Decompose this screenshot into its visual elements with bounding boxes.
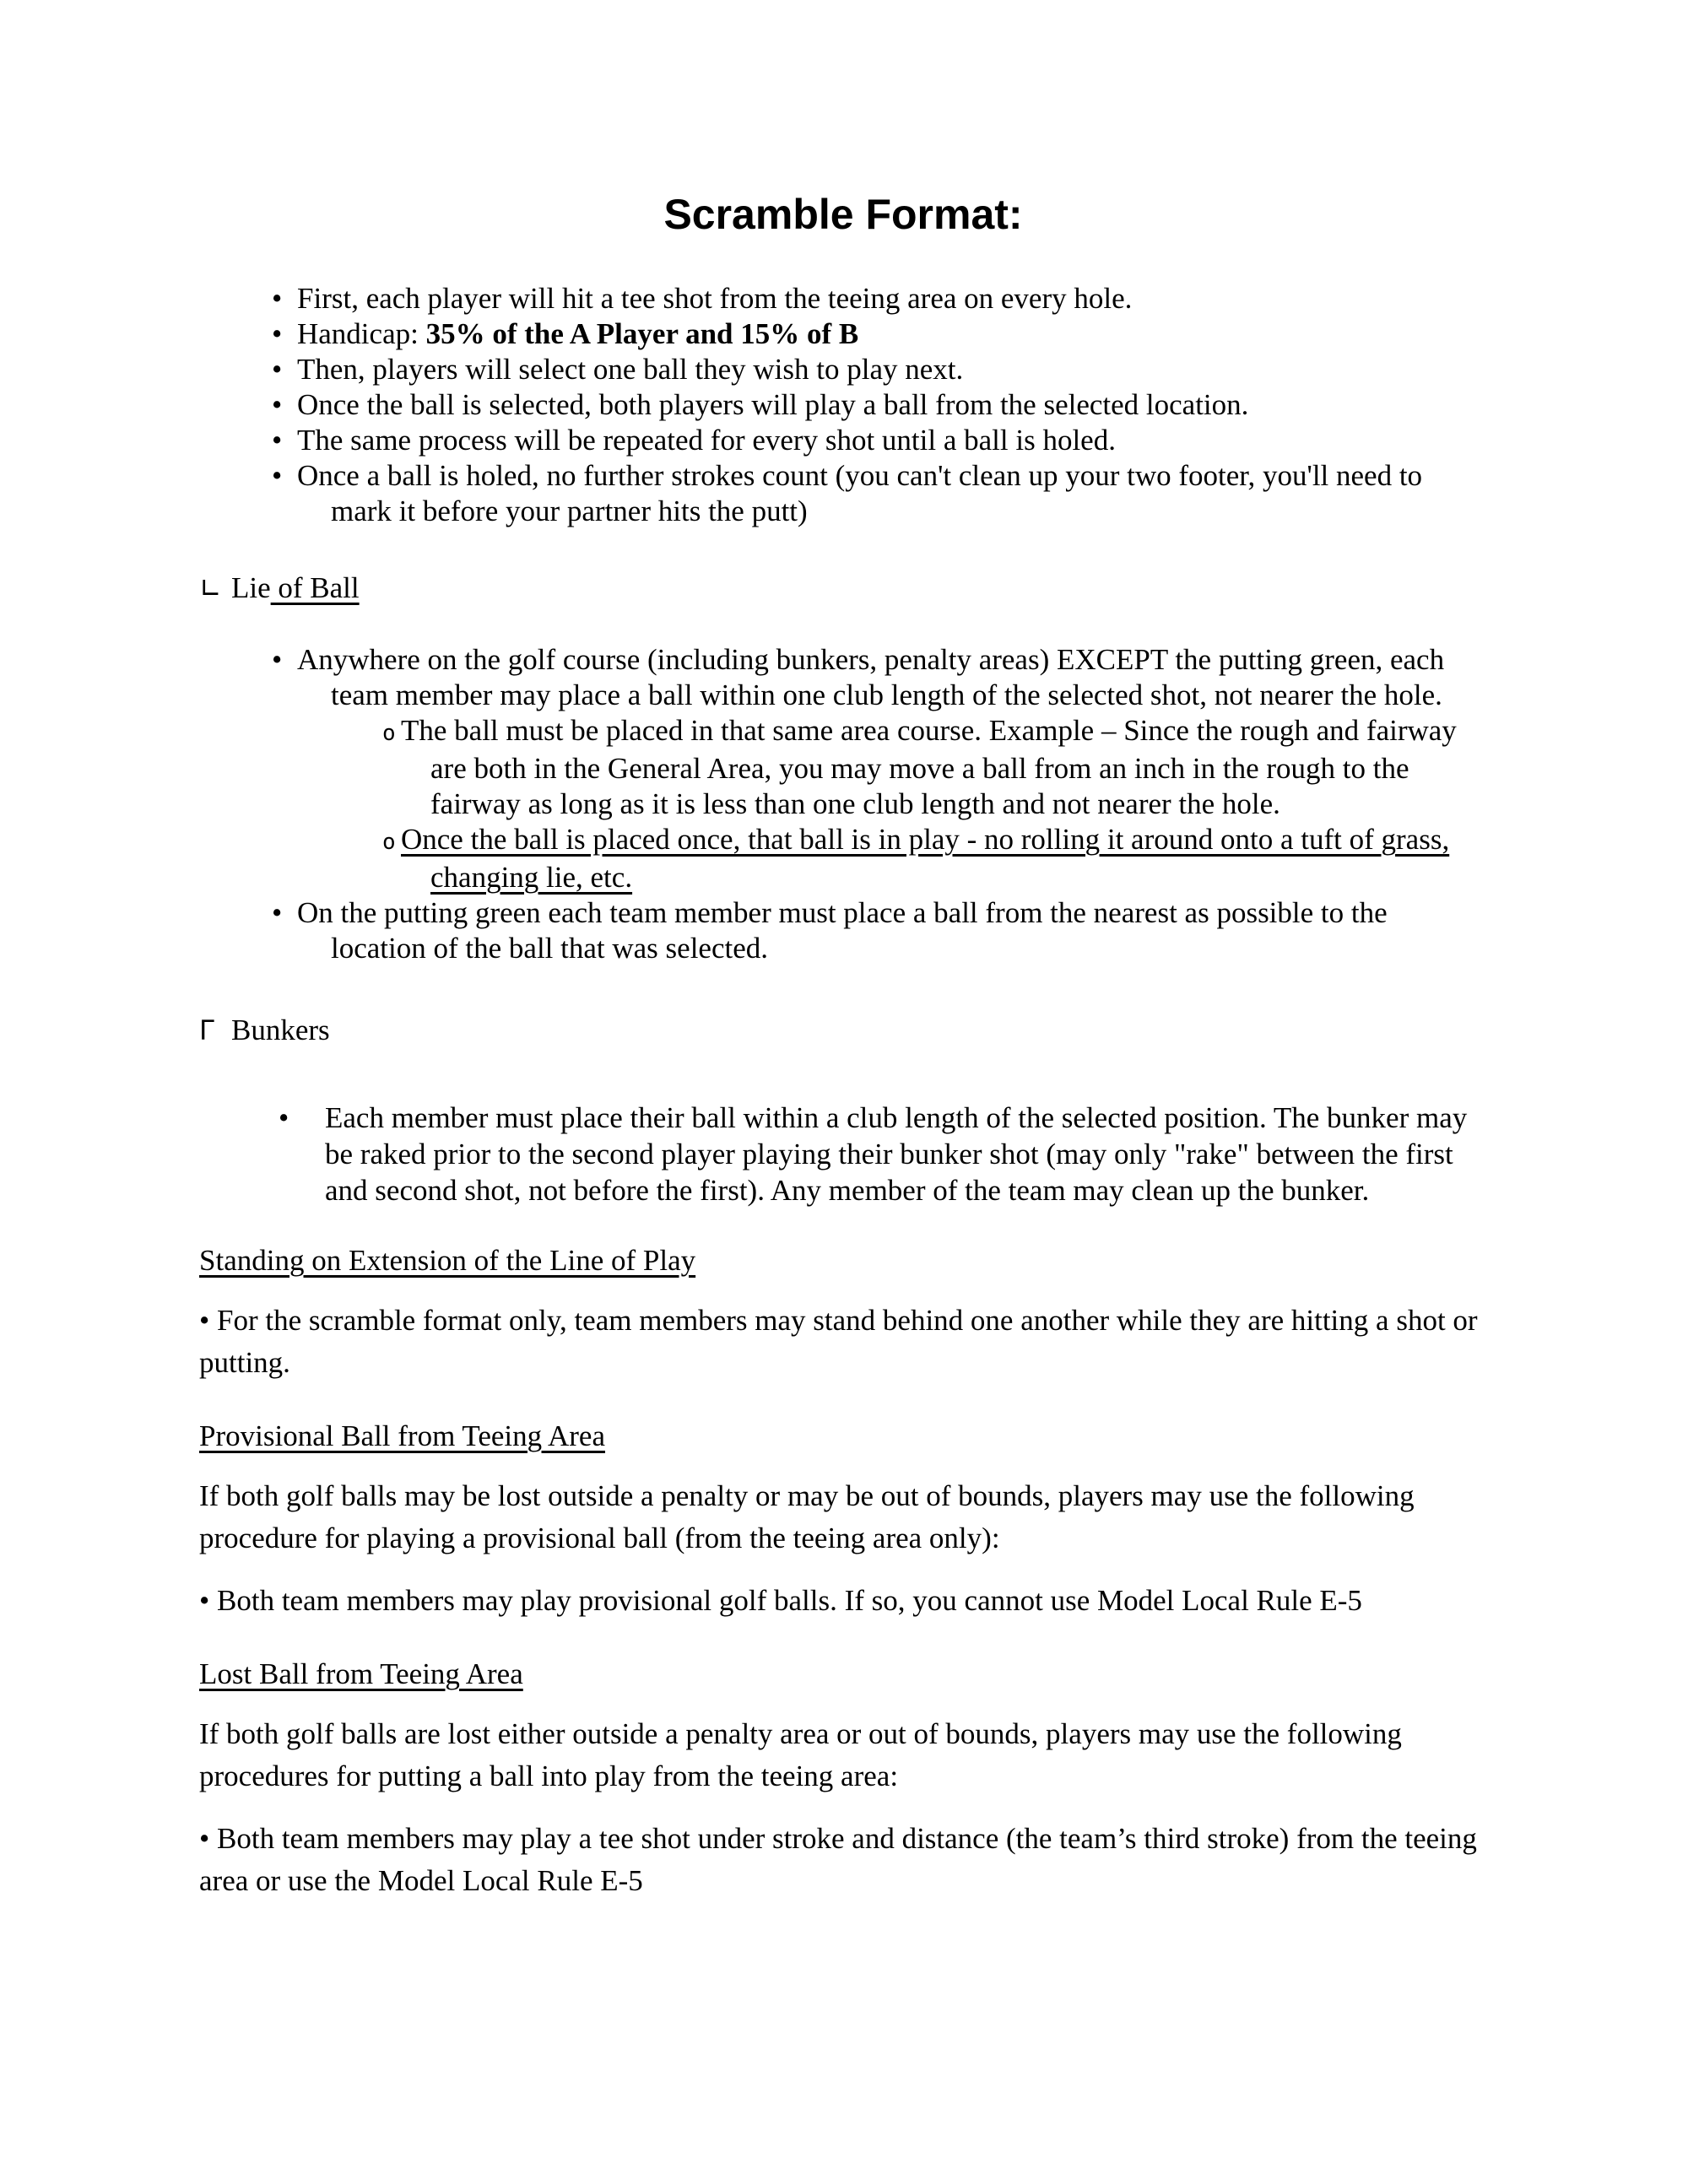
lie-of-ball-bullet-list xyxy=(199,642,1487,966)
list-item xyxy=(199,642,1487,713)
list-item-text: Once the ball is selected, both players will play a ball from the selected location. xyxy=(297,388,1249,421)
circle-bullet-icon: o xyxy=(382,830,396,855)
page-title: Scramble Format: xyxy=(663,191,1023,238)
handicap-bold-text: 35% of the A Player and 15% of B xyxy=(425,317,859,350)
heading-text: Bunkers xyxy=(231,1014,330,1046)
intro-bullet-list xyxy=(199,281,1487,529)
list-item xyxy=(199,281,1487,316)
list-item xyxy=(199,1100,1487,1208)
sub-list-item xyxy=(199,822,1487,895)
section-heading-standing xyxy=(199,1242,1487,1279)
lost-ball-paragraph: If both golf balls are lost either outside a penalty area or out of bounds, players may use the following procedures for putting a ball into play from the teeing area: xyxy=(199,1717,1402,1792)
heading-text-underlined: Lost Ball from Teeing Area xyxy=(199,1657,523,1690)
standing-bullet-paragraph: • For the scramble format only, team members may stand behind one another while they are hitting a shot or putting. xyxy=(199,1304,1478,1379)
list-item-text: Handicap: xyxy=(297,317,426,350)
bunkers-bullet-list xyxy=(199,1100,1487,1208)
list-item xyxy=(199,387,1487,423)
list-item-text: Once a ball is holed, no further strokes count (you can't clean up your two footer, you'll need to mark it before your partner hits the putt) xyxy=(297,459,1423,527)
corner-top-left-icon: Γ xyxy=(199,1014,214,1046)
heading-text-underlined: Provisional Ball from Teeing Area xyxy=(199,1419,605,1452)
list-item-text: Each member must place their ball within a club length of the selected position. The bunker may be raked prior to the second player playing their bunker shot (may only "rake" between the first and second shot, not before the first). Any member of the team may clean up the bunker. xyxy=(325,1101,1468,1207)
heading-text-underlined: Standing on Extension of the Line of Play xyxy=(199,1244,696,1277)
list-item xyxy=(199,458,1487,529)
bullet-icon: • xyxy=(272,643,283,676)
bullet-icon: • xyxy=(272,317,283,350)
list-item xyxy=(199,895,1487,966)
list-item-text: Anywhere on the golf course (including bunkers, penalty areas) EXCEPT the putting green, each team member may place a ball within one club length of the selected shot, not nearer the hole. xyxy=(297,643,1445,711)
list-item-text: Then, players will select one ball they wish to play next. xyxy=(297,353,964,386)
list-item-text: The ball must be placed in that same area course. Example – Since the rough and fairway are both in the General Area, you may move a ball from an inch in the rough to the fairway as long as it is less than one club length and not nearer the hole. xyxy=(401,714,1457,820)
heading-text: Lie xyxy=(231,571,271,604)
list-item xyxy=(199,423,1487,458)
sub-list-item xyxy=(199,713,1487,822)
provisional-bullet-paragraph: • Both team members may play provisional golf balls. If so, you cannot use Model Local Rule E-5 xyxy=(199,1584,1362,1617)
bullet-icon: • xyxy=(272,424,283,457)
bullet-icon: • xyxy=(272,282,283,315)
bullet-icon: • xyxy=(272,353,283,386)
corner-bottom-left-icon: ∟ xyxy=(199,572,222,604)
list-item-text-underlined: Once the ball is placed once, that ball is in play - no rolling it around onto a tuft of grass, changing lie, etc. xyxy=(401,823,1450,894)
provisional-paragraph: If both golf balls may be lost outside a penalty or may be out of bounds, players may use the following procedure for playing a provisional ball (from the teeing area only): xyxy=(199,1479,1415,1554)
section-heading-bunkers xyxy=(199,1012,1487,1049)
section-heading-lie-of-ball xyxy=(199,570,1487,607)
list-item-text: The same process will be repeated for every shot until a ball is holed. xyxy=(297,424,1116,457)
bullet-icon: • xyxy=(272,459,283,492)
section-heading-lost-ball xyxy=(199,1656,1487,1693)
list-item-text: On the putting green each team member must place a ball from the nearest as possible to the location of the ball that was selected. xyxy=(297,896,1388,965)
bullet-icon: • xyxy=(279,1101,289,1134)
section-heading-provisional-ball xyxy=(199,1418,1487,1455)
bullet-icon: • xyxy=(272,896,283,929)
circle-bullet-icon: o xyxy=(382,721,396,746)
list-item-text: First, each player will hit a tee shot from the teeing area on every hole. xyxy=(297,282,1133,315)
list-item xyxy=(199,316,1487,352)
bullet-icon: • xyxy=(272,388,283,421)
heading-text-underlined: of Ball xyxy=(270,571,360,604)
lost-ball-bullet-paragraph: • Both team members may play a tee shot under stroke and distance (the team’s third stroke) from the teeing area or use the Model Local Rule E-5 xyxy=(199,1822,1477,1897)
list-item xyxy=(199,352,1487,387)
